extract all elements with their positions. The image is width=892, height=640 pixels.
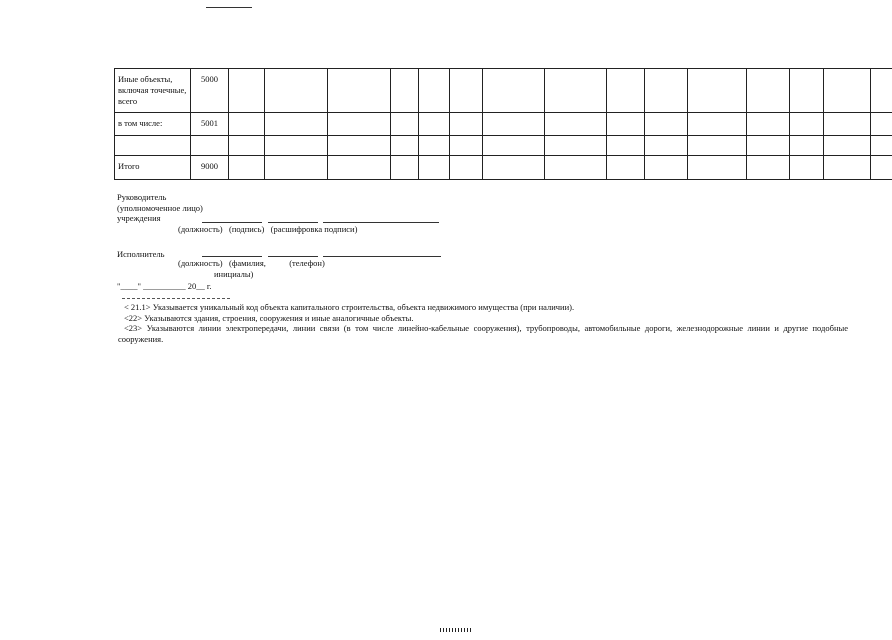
top-scan-mark [206, 7, 252, 8]
signature-line [268, 222, 318, 223]
position-line [202, 222, 262, 223]
row-code-cell [191, 135, 229, 155]
signature-transcript-line [323, 222, 439, 223]
head-label: Руководитель (уполномоченное лицо) учреждения [117, 192, 203, 223]
footnote-21: < 21.1> Указывается уникальный код объекта капитального строительства, объекта недвижимого имущества (при наличии). [124, 302, 575, 312]
executor-phone-line [323, 256, 441, 257]
objects-table [114, 68, 892, 180]
row-code-cell: 5000 [191, 69, 229, 113]
executor-name-line [268, 256, 318, 257]
footnote-23: <23> Указываются линии электропередачи, линии связи (в том числе линейно-кабельные сооружения), трубопроводы, автомобильные дороги, железнодорожные линии и другие подобные сооружения. [118, 323, 848, 344]
executor-position-line [202, 256, 262, 257]
table-row [115, 155, 892, 179]
row-name-cell [115, 135, 191, 155]
executor-label: Исполнитель [117, 249, 165, 259]
footnote-22: <22> Указываются здания, строения, сооружения и иные аналогичные объекты. [124, 312, 414, 323]
row-name-cell: в том числе: [115, 113, 191, 135]
row-code-cell: 5001 [191, 113, 229, 135]
row-code-cell: 9000 [191, 155, 229, 179]
table-row [115, 135, 892, 155]
table-row [115, 69, 892, 113]
date-line: "____" __________ 20__ г. [117, 281, 212, 291]
bottom-scan-mark [440, 628, 472, 632]
footnotes [118, 302, 848, 344]
executor-caption-initials: инициалы) [214, 269, 254, 279]
row-name-cell: Иные объекты, включая точечные, всего [115, 69, 191, 113]
footnote-separator [122, 298, 230, 299]
row-name-cell: Итого [115, 155, 191, 179]
table-row [115, 113, 892, 135]
executor-caption: (должность) (фамилия, (телефон) [178, 258, 325, 268]
head-caption: (должность) (подпись) (расшифровка подписи) [178, 224, 358, 234]
